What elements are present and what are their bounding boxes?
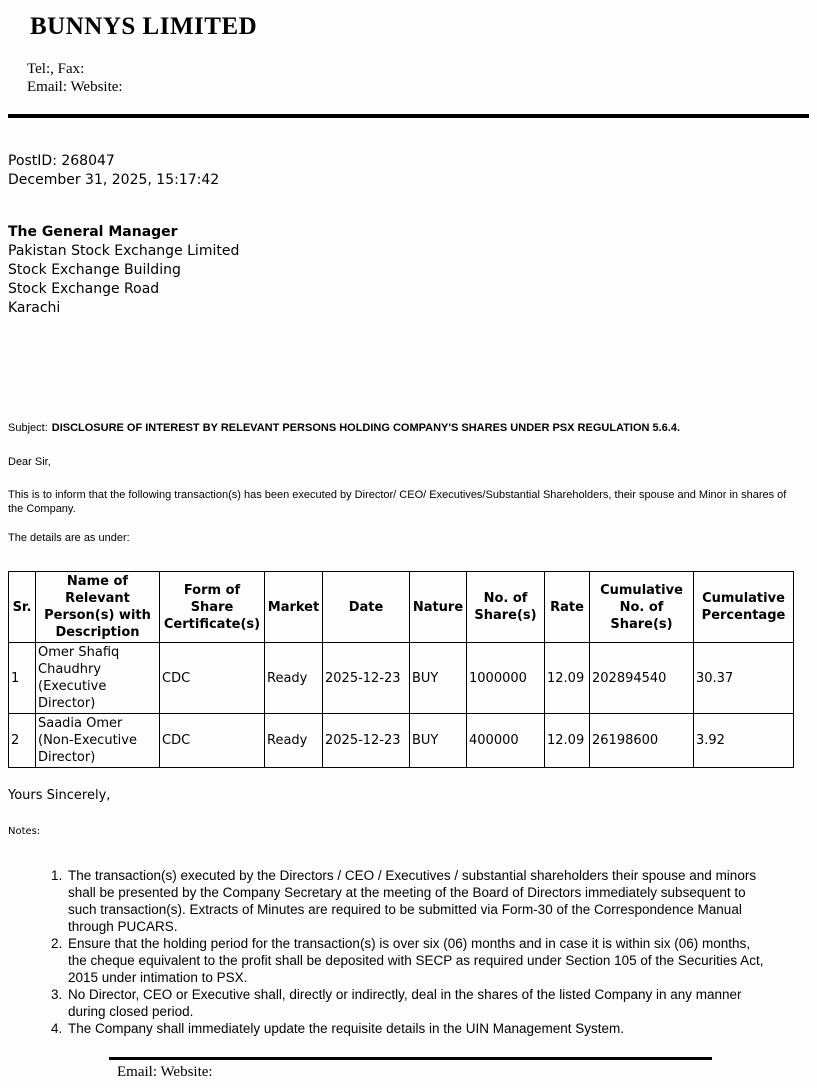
cell-no-of-shares: 400000	[467, 714, 545, 768]
recipient-line-2: Stock Exchange Building	[8, 262, 181, 278]
body-paragraph: This is to inform that the following transaction(s) has been executed by Director/ CEO/ Executives/Substantial Shareholders, their spouse and Minor in shares of the Company.	[8, 489, 787, 515]
notes-list	[8, 867, 766, 1037]
transactions-table	[8, 571, 794, 768]
company-name: BUNNYS LIMITED	[30, 13, 258, 40]
cell-date: 2025-12-23	[323, 643, 410, 714]
col-header-date: Date	[323, 572, 410, 643]
col-header-sr: Sr.	[9, 572, 36, 643]
col-header-cumulative-shares: Cumulative No. of Share(s)	[590, 572, 694, 643]
cell-form: CDC	[160, 714, 265, 768]
footer-email-website: Email: Website:	[117, 1064, 213, 1080]
cell-nature: BUY	[410, 643, 467, 714]
cell-cumulative-shares: 26198600	[590, 714, 694, 768]
cell-market: Ready	[265, 643, 323, 714]
recipient-line-3: Stock Exchange Road	[8, 281, 160, 297]
closing: Yours Sincerely,	[8, 788, 111, 803]
header-divider	[8, 114, 809, 118]
col-header-name: Name of Relevant Person(s) with Description	[36, 572, 160, 643]
cell-cumulative-percentage: 3.92	[694, 714, 794, 768]
subject-line	[8, 422, 809, 435]
recipient-line-1: Pakistan Stock Exchange Limited	[8, 243, 240, 259]
table-header-row	[9, 572, 794, 643]
post-datetime: December 31, 2025, 15:17:42	[8, 172, 220, 188]
footer-divider	[109, 1057, 712, 1060]
details-line: The details are as under:	[8, 532, 130, 544]
post-id: PostID: 268047	[8, 153, 115, 169]
table-row	[9, 714, 794, 768]
cell-market: Ready	[265, 714, 323, 768]
col-header-no-of-shares: No. of Share(s)	[467, 572, 545, 643]
cell-name: Omer Shafiq Chaudhry (Executive Director)	[36, 643, 160, 714]
cell-rate: 12.09	[545, 643, 590, 714]
col-header-form: Form of Share Certificate(s)	[160, 572, 265, 643]
cell-name: Saadia Omer (Non-Executive Director)	[36, 714, 160, 768]
notes-label: Notes:	[8, 826, 41, 837]
recipient-title: The General Manager	[8, 224, 178, 240]
cell-cumulative-shares: 202894540	[590, 643, 694, 714]
note-item-2: 2. Ensure that the holding period for the transaction(s) is over six (06) months and in case it is within six (06) months, the cheque equivalent to the profit shall be deposited with SECP as required under Section 105 of the Securities Act, 2015 under intimation to PSX.	[66, 935, 766, 986]
cell-nature: BUY	[410, 714, 467, 768]
recipient-line-4: Karachi	[8, 300, 61, 316]
cell-rate: 12.09	[545, 714, 590, 768]
letterhead	[8, 0, 809, 118]
table-row	[9, 643, 794, 714]
cell-sr: 2	[9, 714, 36, 768]
col-header-nature: Nature	[410, 572, 467, 643]
note-item-3: 3. No Director, CEO or Executive shall, directly or indirectly, deal in the shares of the listed Company in any manner during closed period.	[66, 986, 766, 1020]
recipient-address	[8, 223, 809, 318]
subject-label: Subject:	[8, 422, 48, 434]
page-footer	[8, 1057, 809, 1081]
note-item-1: 1. The transaction(s) executed by the Directors / CEO / Executives / substantial shareholders their spouse and minors shall be presented by the Company Secretary at the meeting of the Board of Directors immediately subsequent to such transaction(s). Extracts of Minutes are required to be submitted via Form-30 of the Correspondence Manual through PUCARS.	[66, 867, 766, 935]
subject-text: DISCLOSURE OF INTEREST BY RELEVANT PERSONS HOLDING COMPANY'S SHARES UNDER PSX REGULATION 5.6.4.	[51, 422, 681, 434]
cell-cumulative-percentage: 30.37	[694, 643, 794, 714]
letterhead-contact	[27, 60, 809, 96]
note-item-4: 4. The Company shall immediately update the requisite details in the UIN Management System.	[66, 1020, 766, 1037]
cell-form: CDC	[160, 643, 265, 714]
letterhead-tel-fax: Tel:, Fax:	[27, 61, 85, 77]
cell-sr: 1	[9, 643, 36, 714]
col-header-cumulative-percentage: Cumulative Percentage	[694, 572, 794, 643]
col-header-market: Market	[265, 572, 323, 643]
cell-no-of-shares: 1000000	[467, 643, 545, 714]
col-header-rate: Rate	[545, 572, 590, 643]
cell-date: 2025-12-23	[323, 714, 410, 768]
letterhead-email-website: Email: Website:	[27, 79, 123, 95]
post-meta	[8, 152, 809, 190]
salutation: Dear Sir,	[8, 456, 51, 468]
